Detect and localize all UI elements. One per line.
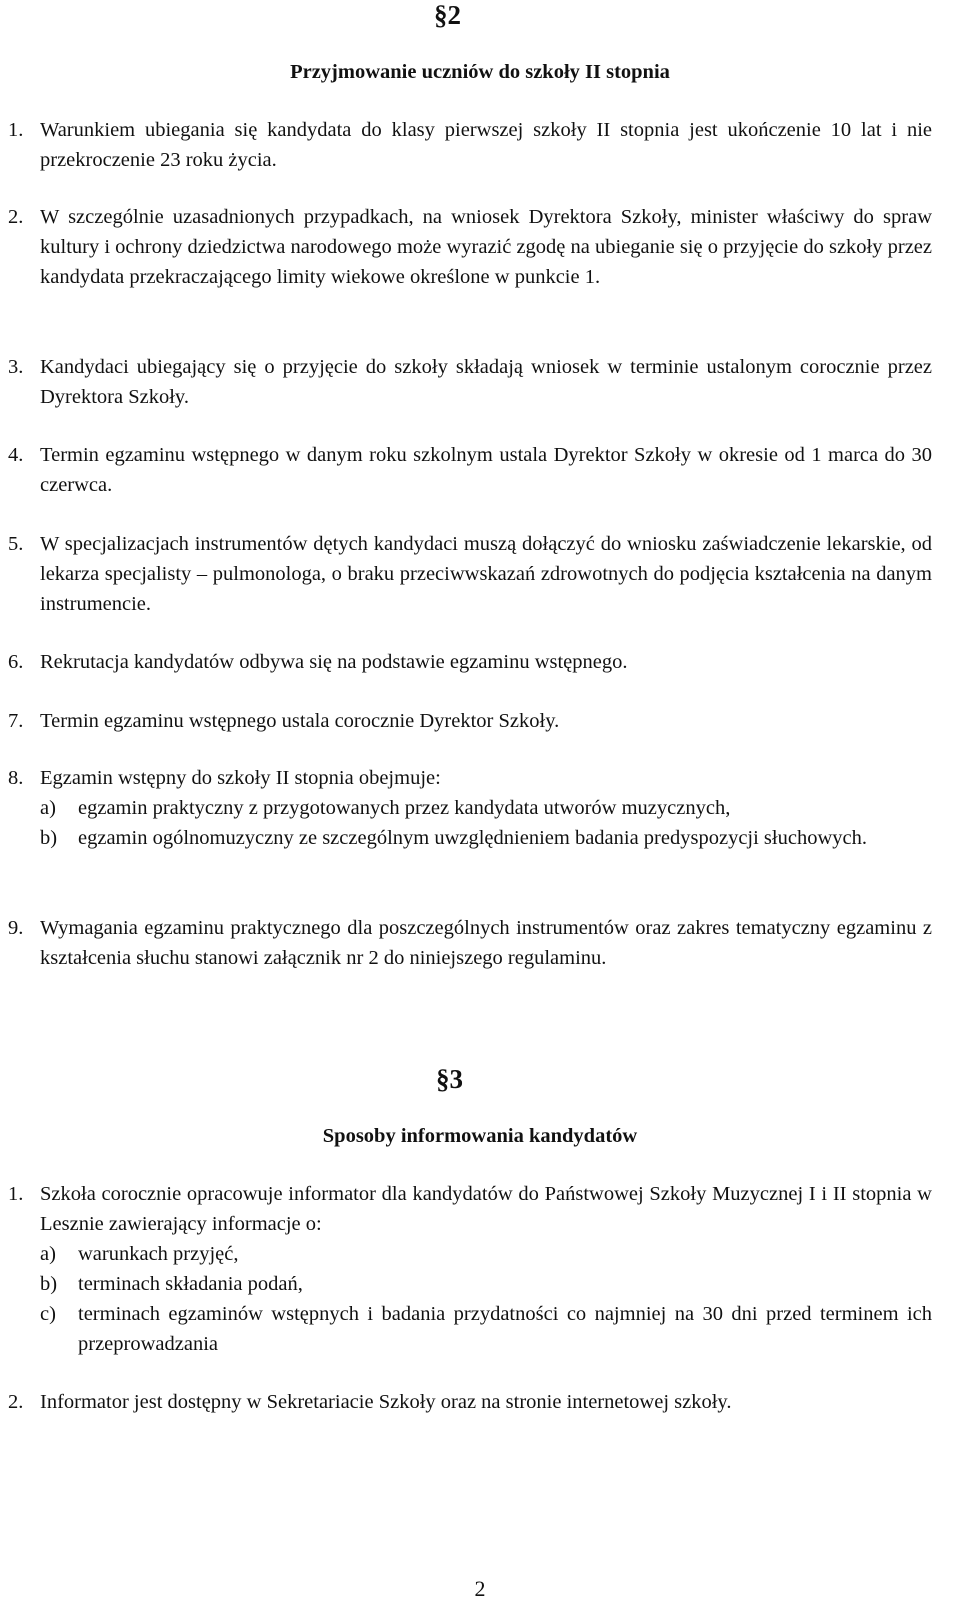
sub-item-text: egzamin praktyczny z przygotowanych przez kandydata utworów muzycznych, xyxy=(78,797,731,819)
item-text: Egzamin wstępny do szkoły II stopnia obejmuje: xyxy=(40,767,441,789)
section-2-item-8 xyxy=(8,763,932,853)
sub-item-b xyxy=(40,1269,932,1299)
item-number: 4. xyxy=(8,444,24,466)
item-text: Warunkiem ubiegania się kandydata do klasy pierwszej szkoły II stopnia jest ukończenie 10 lat i nie przekroczenie 23 roku życia. xyxy=(40,119,932,171)
section-2-item-5 xyxy=(8,529,932,619)
section-2-title: Przyjmowanie uczniów do szkoły II stopnia xyxy=(290,61,670,83)
item-number: 3. xyxy=(8,356,24,378)
item-number: 9. xyxy=(8,917,24,939)
item-number: 2. xyxy=(8,206,24,228)
item-number: 5. xyxy=(8,533,24,555)
item-number: 1. xyxy=(8,1183,24,1205)
sub-item-letter: b) xyxy=(40,827,58,849)
section-3-sign: §3 xyxy=(436,1064,463,1094)
item-text: Rekrutacja kandydatów odbywa się na podstawie egzaminu wstępnego. xyxy=(40,651,628,673)
section-2-item-1 xyxy=(8,115,932,175)
section-3-title: Sposoby informowania kandydatów xyxy=(322,1125,638,1147)
sub-item-a xyxy=(40,793,932,823)
item-number: 8. xyxy=(8,767,24,789)
section-2-item-7 xyxy=(8,706,932,736)
item-text: W specjalizacjach instrumentów dętych kandydaci muszą dołączyć do wniosku zaświadczenie lekarskie, od lekarza specjalisty – pulmonologa, o braku przeciwwskazań zdrowotnych do podjęcia kształcenia na danym instrumencie. xyxy=(40,533,932,615)
item-text: Kandydaci ubiegający się o przyjęcie do szkoły składają wniosek w terminie ustalonym corocznie przez Dyrektora Szkoły. xyxy=(40,356,932,408)
item-text: Termin egzaminu wstępnego w danym roku szkolnym ustala Dyrektor Szkoły w okresie od 1 marca do 30 czerwca. xyxy=(40,444,932,496)
item-text: Termin egzaminu wstępnego ustala corocznie Dyrektor Szkoły. xyxy=(40,710,560,732)
sub-item-b xyxy=(40,823,932,853)
sub-item-text: terminach egzaminów wstępnych i badania przydatności co najmniej na 30 dni przed terminem ich przeprowadzania xyxy=(78,1303,932,1355)
section-2-item-3 xyxy=(8,352,932,412)
item-number: 1. xyxy=(8,119,24,141)
sub-item-letter: c) xyxy=(40,1303,56,1325)
item-number: 2. xyxy=(8,1391,24,1413)
sub-item-text: warunkach przyjęć, xyxy=(78,1243,239,1265)
sub-item-letter: a) xyxy=(40,797,56,819)
item-text: Informator jest dostępny w Sekretariacie Szkoły oraz na stronie internetowej szkoły. xyxy=(40,1391,732,1413)
sub-item-text: terminach składania podań, xyxy=(78,1273,303,1295)
section-2-sign: §2 xyxy=(434,0,461,30)
section-2-item-6 xyxy=(8,647,932,677)
page-number: 2 xyxy=(474,1576,486,1601)
item-number: 6. xyxy=(8,651,24,673)
item-number: 7. xyxy=(8,710,24,732)
section-2-item-9 xyxy=(8,913,932,973)
item-text: W szczególnie uzasadnionych przypadkach, na wniosek Dyrektora Szkoły, minister właściwy do spraw kultury i ochrony dziedzictwa narodowego może wyrazić zgodę na ubieganie się o przyjęcie do szkoły przez kandydata przekraczającego limity wiekowe określone w punkcie 1. xyxy=(40,206,932,288)
item-text: Szkoła corocznie opracowuje informator dla kandydatów do Państwowej Szkoły Muzycznej I i II stopnia w Lesznie zawierający informacje o: xyxy=(40,1183,932,1235)
sub-item-c xyxy=(40,1299,932,1359)
section-3-item-2 xyxy=(8,1387,932,1417)
sub-item-a xyxy=(40,1239,932,1269)
section-2-item-2 xyxy=(8,202,932,292)
item-text: Wymagania egzaminu praktycznego dla poszczególnych instrumentów oraz zakres tematyczny egzaminu z kształcenia słuchu stanowi załącznik nr 2 do niniejszego regulaminu. xyxy=(40,917,932,969)
section-2-item-4 xyxy=(8,440,932,500)
section-3-item-1 xyxy=(8,1179,932,1359)
sub-item-letter: b) xyxy=(40,1273,58,1295)
sub-item-letter: a) xyxy=(40,1243,56,1265)
sub-item-text: egzamin ogólnomuzyczny ze szczególnym uwzględnieniem badania predyspozycji słuchowych. xyxy=(78,827,867,849)
